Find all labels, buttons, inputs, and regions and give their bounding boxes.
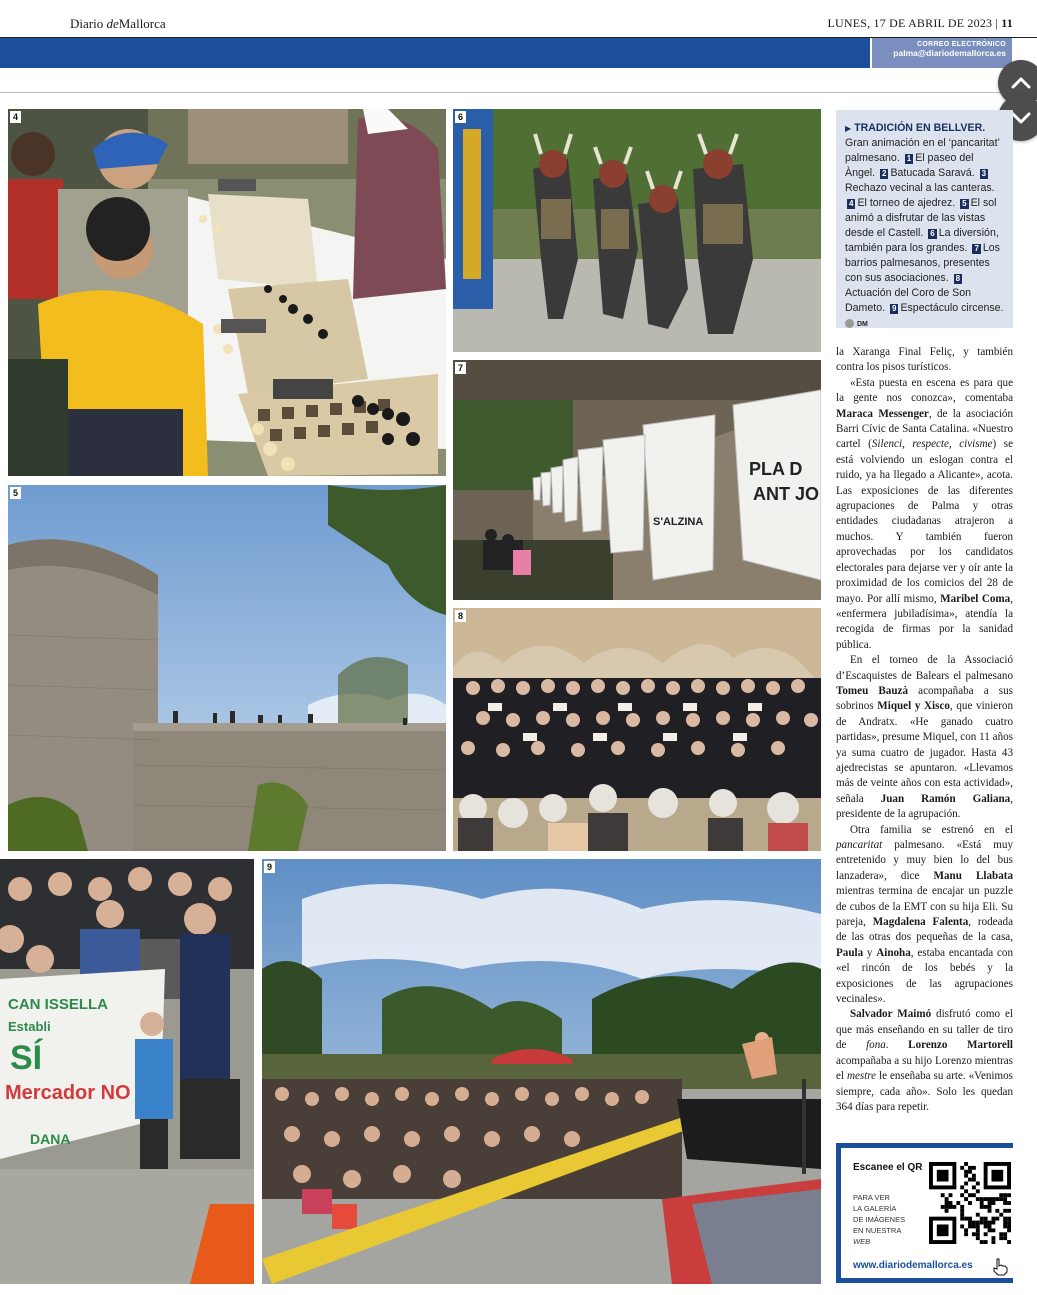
banner-text-4: Mercador NO bbox=[5, 1082, 131, 1104]
date-separator: | bbox=[995, 16, 999, 30]
caption-item-number: 9 bbox=[891, 304, 897, 313]
photo-credit: DM bbox=[856, 321, 868, 328]
email-box bbox=[872, 38, 1012, 68]
qr-subtitle-line: EN NUESTRA bbox=[853, 1226, 902, 1235]
banner-text-5: DANA bbox=[30, 1131, 71, 1147]
banner-text-pla: PLA D bbox=[749, 459, 803, 479]
date-text: LUNES, 17 DE ABRIL DE 2023 bbox=[827, 16, 993, 30]
person-name: Maraca Messenger bbox=[836, 407, 929, 420]
photo-number: 8 bbox=[455, 610, 466, 622]
qr-subtitle-line: DE IMÁGENES bbox=[853, 1215, 906, 1224]
article-paragraph: «Esta puesta en escena es para que la gente nos conozca», comentaba Maraca Messenger, de la asociación Barri Cívic de Santa Catalina. «Nuestro cartel (Silenci, respecte, civisme) se está volviendo un eslogan contra el ruido, ya ha llegado a Alicante», acota. Las exposiciones de las diferentes agrupaciones de Palma y otras entidades ciudadanas atrajeron a muchos. Y también fueron aprovechadas por los candidatos electorales para dejarse ver y oír ante la proximidad de los comicios del 28 de mayo. Por allí mismo, Maribel Coma, «enfermera jubiladísima», atendía la recogida de firmas por la sanidad pública. bbox=[836, 376, 1013, 651]
caption-items bbox=[845, 152, 1003, 314]
caption-item-text: El sol animó a disfrutar de las vistas desde el Castell. bbox=[845, 197, 997, 239]
caption-intro: Gran animación en el ‘pancaritat’ palmesano. bbox=[845, 137, 1000, 164]
qr-subtitle bbox=[853, 1192, 933, 1247]
chess-scene bbox=[8, 109, 446, 476]
photo-choir-performance bbox=[453, 608, 821, 851]
photo-number: 6 bbox=[455, 111, 466, 123]
person-name: Paula bbox=[836, 946, 864, 959]
caption-item-number: 6 bbox=[930, 229, 935, 238]
choir-scene bbox=[453, 608, 821, 851]
person-name: Lorenzo Martorell bbox=[908, 1039, 1013, 1052]
qr-promo-box bbox=[836, 1143, 1013, 1283]
camera-icon bbox=[845, 319, 854, 328]
photo-number: 5 bbox=[10, 487, 21, 499]
emphasis-text: Silenci, respecte, civisme bbox=[871, 438, 993, 451]
emphasis-text: mestre bbox=[846, 1070, 877, 1083]
photo-protest-march bbox=[0, 859, 254, 1284]
banner-text-3: SÍ bbox=[10, 1039, 43, 1077]
person-name: Magdalena Falenta bbox=[872, 916, 969, 929]
banner-text-ant: ANT JO bbox=[753, 484, 820, 504]
page-number: 11 bbox=[1001, 16, 1013, 30]
qr-subtitle-line: PARA VER bbox=[853, 1193, 890, 1202]
photo-bellver-castle bbox=[8, 485, 446, 851]
photo-number: 7 bbox=[455, 362, 466, 374]
website-link[interactable]: www.diariodemallorca.es bbox=[853, 1260, 973, 1271]
caption-item-text: El paseo del Àngel. bbox=[845, 152, 974, 179]
caption-item-number: 8 bbox=[955, 274, 961, 283]
article-paragraph: la Xaranga Final Feliç, y también contra los pisos turísticos. bbox=[836, 346, 1013, 374]
caption-item-text: Espectáculo circense. bbox=[900, 302, 1004, 314]
brand-text-post: Mallorca bbox=[118, 16, 166, 31]
brand-text: Diario bbox=[70, 16, 107, 31]
article-body bbox=[836, 345, 1013, 1115]
person-name: Tomeu Bauzà bbox=[836, 684, 908, 697]
caption-item-text: Actuación del Coro de Son Dameto. bbox=[845, 287, 972, 314]
caption-item-number: 7 bbox=[974, 244, 979, 253]
article-paragraph: Otra familia se estrenó en el pancaritat palmesano. «Está muy entretenido y muy bien lo del bus lanzadera», dice Manu Llabata mientras termina de encajar un puzzle de cubos de la EMT con su hija Eli. Su pareja, Magdalena Falenta, rodeada de las otras dos pequeñas de la casa, Paula y Ainoha, estaba encantada con «el rincón de los bebés y la exposiciones de las agrupaciones vecinales». bbox=[836, 823, 1013, 1006]
page-header bbox=[0, 0, 1037, 38]
caption-item-number: 2 bbox=[881, 169, 887, 178]
person-name: Ainoha bbox=[876, 946, 911, 959]
page-date bbox=[827, 16, 1013, 31]
header-rule bbox=[0, 92, 1000, 93]
caption-item-text: La diversión, también para los grandes. bbox=[845, 227, 999, 254]
caption-item-number: 5 bbox=[962, 199, 967, 208]
castle-scene bbox=[8, 485, 446, 851]
article-paragraph: Salvador Maimó disfrutó como el que más enseñando en su taller de tiro de fona. Lorenzo Martorell acompañaba a su hijo Lorenzo mientras el mestre le enseñaba su arte. «Venimos siempre, cada año». Solo les quedan 364 días para repetir. bbox=[836, 1008, 1014, 1113]
person-name: Salvador Maimó bbox=[850, 1008, 932, 1021]
person-name: Miquel y Xisco bbox=[877, 700, 950, 713]
chevron-down-icon bbox=[1010, 108, 1032, 128]
emphasis-text: fona bbox=[866, 1039, 886, 1052]
circus-scene bbox=[262, 859, 821, 1284]
caption-item-number: 1 bbox=[906, 154, 912, 163]
banner-text-1: CAN ISSELLA bbox=[8, 996, 109, 1013]
pointing-hand-icon bbox=[992, 1258, 1008, 1276]
banner-text-2: Establi bbox=[8, 1019, 51, 1034]
photo-number: 4 bbox=[10, 111, 21, 123]
photo-number: 9 bbox=[264, 861, 275, 873]
protest-scene bbox=[0, 859, 254, 1284]
section-bar bbox=[0, 38, 870, 68]
photo-circus-show bbox=[262, 859, 821, 1284]
photo-chess-tournament bbox=[8, 109, 446, 476]
email-label: CORREO ELECTRÓNICO bbox=[916, 41, 1006, 48]
photo-caption-box bbox=[836, 110, 1013, 328]
brand-text-de: de bbox=[106, 16, 119, 31]
caption-item-text: El torneo de ajedrez. bbox=[857, 197, 959, 209]
newspaper-brand bbox=[70, 16, 166, 32]
caption-item-number: 3 bbox=[981, 169, 987, 178]
caption-item-text: Batucada Saravá. bbox=[890, 167, 978, 179]
person-name: Manu Llabata bbox=[933, 869, 1013, 882]
emphasis-text: pancaritat bbox=[836, 839, 883, 851]
qr-subtitle-line: LA GALERÍA bbox=[853, 1204, 897, 1213]
qr-subtitle-line: WEB bbox=[853, 1237, 871, 1246]
qr-title: Escanee el QR bbox=[853, 1162, 923, 1173]
photo-costumed-characters bbox=[453, 109, 821, 352]
email-address: palma@diariodemallorca.es bbox=[893, 48, 1006, 58]
banner-text-salzina: S'ALZINA bbox=[653, 516, 704, 528]
photo-neighborhood-banners bbox=[453, 360, 821, 600]
characters-scene bbox=[453, 109, 821, 352]
banners-scene bbox=[453, 360, 821, 600]
person-name: Juan Ramón Galiana bbox=[880, 792, 1011, 805]
caption-item-text: Rechazo vecinal a las canteras. bbox=[845, 182, 995, 194]
caption-marker-icon: ▶ bbox=[845, 124, 852, 133]
chevron-up-icon bbox=[1010, 73, 1032, 93]
caption-title: TRADICIÓN EN BELLVER. bbox=[854, 122, 986, 134]
article-paragraph: En el torneo de la Associació d’Escaquistes de Balears el palmesano Tomeu Bauzà acompañaba a sus sobrinos Miquel y Xisco, que vinieron de Andratx. «He ganado cuatro partidas», presume Miquel, con 11 años ya suma cuatro de jugador. Hasta 43 ajedrecistas se apuntaron. «Llevamos más de veinte años con esta actividad», señala Juan Ramón Galiana, presidente de la agrupación. bbox=[836, 654, 1014, 821]
qr-code-icon[interactable] bbox=[929, 1162, 1011, 1244]
person-name: Maribel Coma bbox=[940, 592, 1011, 605]
caption-item-number: 4 bbox=[849, 199, 854, 208]
caption-item-text: Los barrios palmesanos, presentes con sus asociaciones. bbox=[845, 242, 1000, 284]
